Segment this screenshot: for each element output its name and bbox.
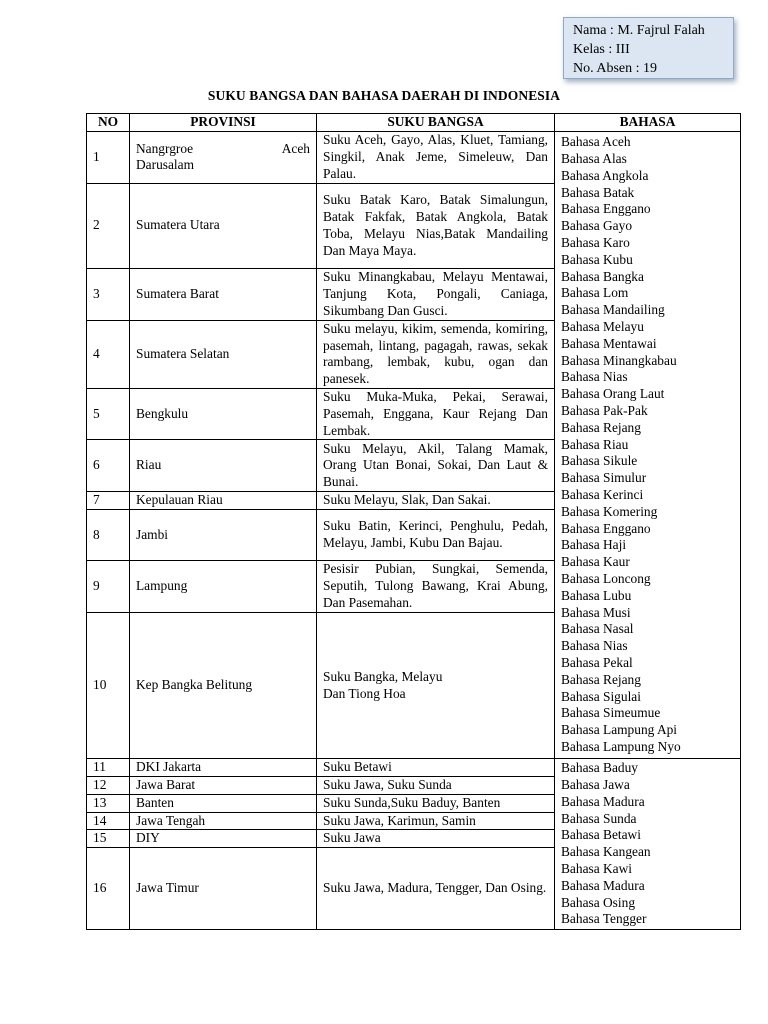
row-suku-bangsa: Suku Minangkabau, Melayu Mentawai, Tanjung Kota, Pongali, Caniaga, Sikumbang Dan Gusci.: [317, 268, 555, 320]
bahasa-item: Bahasa Lubu: [561, 587, 632, 603]
row-suku-bangsa: Suku Betawi: [317, 759, 555, 777]
row-provinsi: Sumatera Utara: [130, 183, 317, 268]
bahasa-item: Bahasa Sunda: [561, 810, 637, 826]
table-row: [87, 131, 741, 183]
bahasa-item: Bahasa Mandailing: [561, 302, 665, 318]
row-provinsi: Sumatera Barat: [130, 268, 317, 320]
row-suku-bangsa: Suku Aceh, Gayo, Alas, Kluet, Tamiang, Singkil, Anak Jeme, Simeleuw, Dan Palau.: [317, 131, 555, 183]
row-number: 1: [87, 131, 130, 183]
provinsi-part: Darusalam: [136, 157, 195, 173]
bahasa-item: Bahasa Baduy: [561, 760, 638, 776]
row-suku-bangsa: [317, 613, 555, 759]
row-number: 12: [87, 776, 130, 794]
header-bahasa: BAHASA: [555, 114, 741, 132]
ethnic-language-table: [86, 113, 741, 930]
bahasa-item: Bahasa Lom: [561, 285, 629, 301]
bahasa-item: Bahasa Rejang: [561, 671, 641, 687]
bahasa-item: Bahasa Komering: [561, 503, 658, 519]
row-suku-bangsa: Suku Melayu, Akil, Talang Mamak, Orang Utan Bonai, Sokai, Dan Laut & Bunai.: [317, 440, 555, 492]
bahasa-item: Bahasa Tengger: [561, 911, 647, 927]
row-number: 5: [87, 388, 130, 439]
bahasa-item: Bahasa Kaur: [561, 554, 630, 570]
row-number: 4: [87, 320, 130, 388]
bahasa-item: Bahasa Sikule: [561, 453, 638, 469]
row-number: 8: [87, 510, 130, 561]
row-suku-bangsa: Suku Sunda,Suku Baduy, Banten: [317, 794, 555, 812]
bahasa-item: Bahasa Kubu: [561, 251, 633, 267]
bahasa-item: Bahasa Osing: [561, 894, 636, 910]
row-number: 13: [87, 794, 130, 812]
row-number: 10: [87, 613, 130, 759]
row-number: 7: [87, 492, 130, 510]
bahasa-item: Bahasa Nasal: [561, 621, 634, 637]
bahasa-item: Bahasa Karo: [561, 235, 630, 251]
student-class: Kelas : III: [573, 42, 630, 57]
row-suku-bangsa: Suku melayu, kikim, semenda, komiring, pasemah, lintang, pagagah, rawas, sekak rambang, lembak, kubu, ogan dan panesek.: [317, 320, 555, 388]
suku-line: Dan Tiong Hoa: [323, 685, 406, 701]
student-name: Nama : M. Fajrul Falah: [573, 23, 705, 38]
header-suku-bangsa: SUKU BANGSA: [317, 114, 555, 132]
bahasa-item: Bahasa Riau: [561, 436, 629, 452]
row-suku-bangsa: Pesisir Pubian, Sungkai, Semenda, Seputih, Tulong Bawang, Krai Abung, Dan Pasemahan.: [317, 561, 555, 613]
bahasa-item: Bahasa Haji: [561, 537, 627, 553]
bahasa-item: Bahasa Batak: [561, 184, 635, 200]
row-provinsi: Kep Bangka Belitung: [130, 613, 317, 759]
row-provinsi: [130, 131, 317, 183]
row-provinsi: DIY: [130, 830, 317, 848]
row-suku-bangsa: Suku Jawa, Karimun, Samin: [317, 812, 555, 830]
bahasa-item: Bahasa Kawi: [561, 860, 633, 876]
student-identity-box: [563, 17, 734, 79]
bahasa-item: Bahasa Simeumue: [561, 705, 661, 721]
row-provinsi: Sumatera Selatan: [130, 320, 317, 388]
bahasa-item: Bahasa Gayo: [561, 218, 633, 234]
row-provinsi: Jambi: [130, 510, 317, 561]
row-provinsi: Jawa Timur: [130, 848, 317, 930]
bahasa-item: Bahasa Melayu: [561, 319, 644, 334]
row-number: 11: [87, 759, 130, 777]
bahasa-item: Bahasa Pak-Pak: [561, 402, 648, 418]
bahasa-item: Bahasa Bangka: [561, 268, 644, 284]
row-suku-bangsa: Suku Muka-Muka, Pekai, Serawai, Pasemah, Enggana, Kaur Rejang Dan Lembak.: [317, 388, 555, 439]
bahasa-item: Bahasa Loncong: [561, 570, 651, 586]
row-number: 15: [87, 830, 130, 848]
bahasa-item: Bahasa Minangkabau: [561, 352, 677, 368]
row-suku-bangsa: Suku Batak Karo, Batak Simalungun, Batak Fakfak, Batak Angkola, Batak Toba, Melayu Nias,Batak Mandailing Dan Maya Maya.: [317, 183, 555, 268]
provinsi-part: Aceh: [281, 140, 310, 156]
row-number: 9: [87, 561, 130, 613]
row-number: 3: [87, 268, 130, 320]
bahasa-item: Bahasa Pekal: [561, 654, 633, 670]
row-number: 6: [87, 440, 130, 492]
header-no: NO: [87, 114, 130, 132]
table-header-row: [87, 114, 741, 132]
bahasa-item: Bahasa Kerinci: [561, 486, 644, 502]
bahasa-item: Bahasa Madura: [561, 877, 645, 893]
row-provinsi: Jawa Tengah: [130, 812, 317, 830]
bahasa-list-group-2: [555, 759, 741, 930]
row-provinsi: Lampung: [130, 561, 317, 613]
row-suku-bangsa: Suku Jawa, Madura, Tengger, Dan Osing.: [317, 848, 555, 930]
bahasa-item: Bahasa Betawi: [561, 827, 641, 843]
table-row: [87, 759, 741, 777]
bahasa-item: Bahasa Lampung Api: [561, 722, 678, 738]
document-title: SUKU BANGSA DAN BAHASA DAERAH DI INDONESIA: [207, 88, 561, 103]
row-number: 2: [87, 183, 130, 268]
bahasa-list-group-1: [555, 131, 741, 758]
row-number: 16: [87, 848, 130, 930]
bahasa-item: Bahasa Jawa: [561, 776, 630, 792]
row-suku-bangsa: Suku Jawa, Suku Sunda: [317, 776, 555, 794]
bahasa-item: Bahasa Lampung Nyo: [561, 738, 681, 754]
bahasa-item: Bahasa Rejang: [561, 419, 641, 435]
row-number: 14: [87, 812, 130, 830]
row-suku-bangsa: Suku Batin, Kerinci, Penghulu, Pedah, Melayu, Jambi, Kubu Dan Bajau.: [317, 510, 555, 561]
row-provinsi: Riau: [130, 440, 317, 492]
bahasa-item: Bahasa Aceh: [561, 134, 631, 150]
row-provinsi: Bengkulu: [130, 388, 317, 439]
bahasa-item: Bahasa Enggano: [561, 520, 651, 536]
bahasa-item: Bahasa Kangean: [561, 844, 651, 860]
bahasa-item: Bahasa Enggano: [561, 201, 651, 217]
bahasa-item: Bahasa Orang Laut: [561, 386, 665, 402]
header-provinsi: PROVINSI: [130, 114, 317, 132]
provinsi-part: Nangrgroe: [136, 140, 194, 156]
row-suku-bangsa: Suku Jawa: [317, 830, 555, 848]
row-suku-bangsa: Suku Melayu, Slak, Dan Sakai.: [317, 492, 555, 510]
row-provinsi: Banten: [130, 794, 317, 812]
bahasa-item: Bahasa Madura: [561, 793, 645, 809]
row-provinsi: DKI Jakarta: [130, 759, 317, 777]
row-provinsi: Jawa Barat: [130, 776, 317, 794]
bahasa-item: Bahasa Nias: [561, 369, 628, 385]
bahasa-item: Bahasa Alas: [561, 151, 627, 167]
bahasa-item: Bahasa Nias: [561, 638, 628, 654]
bahasa-item: Bahasa Musi: [561, 604, 631, 620]
student-number: No. Absen : 19: [573, 61, 657, 76]
bahasa-item: Bahasa Angkola: [561, 167, 649, 183]
suku-line: Suku Bangka, Melayu: [323, 668, 443, 684]
bahasa-item: Bahasa Sigulai: [561, 688, 641, 704]
row-provinsi: Kepulauan Riau: [130, 492, 317, 510]
bahasa-item: Bahasa Mentawai: [561, 335, 657, 351]
bahasa-item: Bahasa Simulur: [561, 470, 647, 486]
